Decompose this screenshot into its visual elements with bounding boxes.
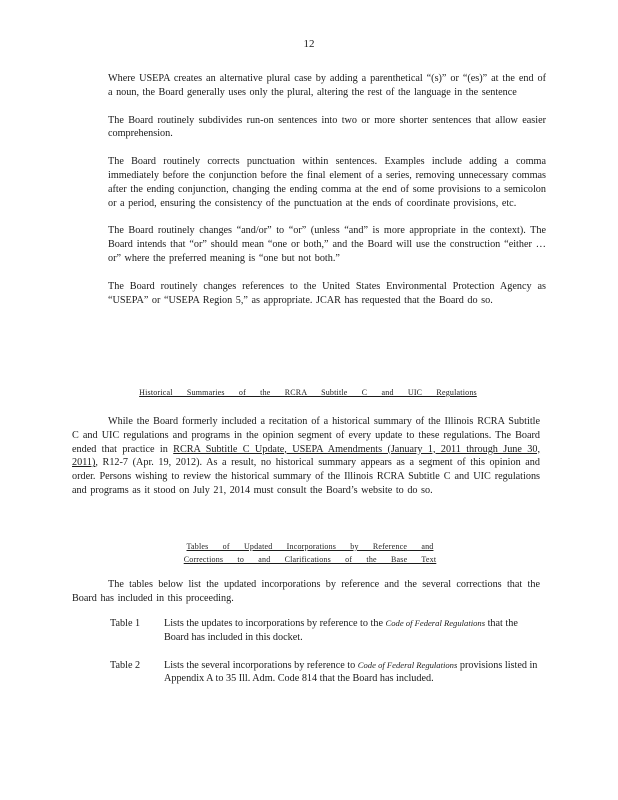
section-heading-tables <box>175 540 445 566</box>
historical-summary-paragraph <box>72 415 540 498</box>
bullet-text: Where USEPA creates an alternative plural case by adding a parenthetical “(s)” or “(es)” at the end of a noun, the Board generally uses only the plural, altering the rest of the language in the sentence <box>108 73 546 98</box>
list-item <box>86 114 546 142</box>
list-item <box>110 659 540 687</box>
page-number: 12 <box>303 38 315 50</box>
list-item <box>86 155 546 210</box>
bullet-text: The Board routinely changes references to the United States Environmental Protection Agency as “USEPA” or “USEPA Region 5,” as appropriate. JCAR has requested that the Board do so. <box>108 280 546 306</box>
paragraph-text: , R12-7 (Apr. 19, 2012). As a result, no historical summary appears as a segment of this opinion and order. Persons wishing to review the historical summary of the Illinois RCRA Subtitle C and UIC regulations and programs as it stood on July 21, 2014 must consult the Board’s website to do so. <box>72 457 540 496</box>
heading-line: Corrections to and Clarifications of the Base Text <box>183 555 437 564</box>
table-description <box>164 659 540 687</box>
table-list <box>110 617 540 700</box>
list-item <box>86 224 546 265</box>
cfr-citation: Code of Federal Regulations <box>385 618 486 628</box>
bullet-text: The Board routinely changes “and/or” to “or” (unless “and” is more appropriate in the context). The Board intends that “or” should mean “one or both,” and the Board will use the construction “either … or” where the preferred meaning is “one but not both.” <box>108 225 546 264</box>
bullet-icon <box>86 224 108 265</box>
list-item <box>86 72 546 100</box>
list-item <box>86 280 546 308</box>
case-citation: RCRA Subtitle C Update, USEPA Amendments (January 1, 2011 through June 30, 2011) <box>72 443 541 469</box>
bullet-icon <box>86 155 108 210</box>
table-label: Table 2 <box>110 659 141 671</box>
paragraph-text: While the Board formerly included a recitation of a historical summary of the Illinois RCRA Subtitle C and UIC regulations and programs in the opinion segment of every update to these regulations. The Board ended that practice in <box>72 416 540 455</box>
description-text: provisions listed in Appendix A to 35 Ill. Adm. Code 814 that the Board has included. <box>164 659 538 685</box>
section-heading-historical-summaries: Historical Summaries of the RCRA Subtitle C and UIC Regulations <box>139 388 477 397</box>
cfr-citation: Code of Federal Regulations <box>357 659 458 670</box>
list-item <box>110 617 540 645</box>
tables-intro-paragraph: The tables below list the updated incorporations by reference and the several corrections that the Board has included in this proceeding. <box>72 579 540 604</box>
bullet-icon <box>86 72 108 100</box>
bullet-list <box>86 72 546 321</box>
description-text: Lists the updates to incorporations by reference to the <box>164 618 386 629</box>
bullet-text: The Board routinely subdivides run-on sentences into two or more shorter sentences that allow easier comprehension. <box>108 114 546 140</box>
table-label: Table 1 <box>110 618 141 629</box>
description-text: that the Board has included in this docket. <box>164 618 518 643</box>
bullet-icon <box>86 280 108 308</box>
description-text: Lists the several incorporations by reference to <box>164 659 358 671</box>
heading-line: Tables of Updated Incorporations by Reference and <box>186 542 434 551</box>
table-description <box>164 617 540 645</box>
bullet-text: The Board routinely corrects punctuation within sentences. Examples include adding a comma immediately before the conjunction before the final element of a series, removing unnecessary commas after the ending conjunction, changing the ending comma at the end of some provisions to a semicolon or a period, ensuring the consistency of the punctuation at the ends of coordinate provisions, etc. <box>108 156 546 209</box>
bullet-icon <box>86 114 108 142</box>
